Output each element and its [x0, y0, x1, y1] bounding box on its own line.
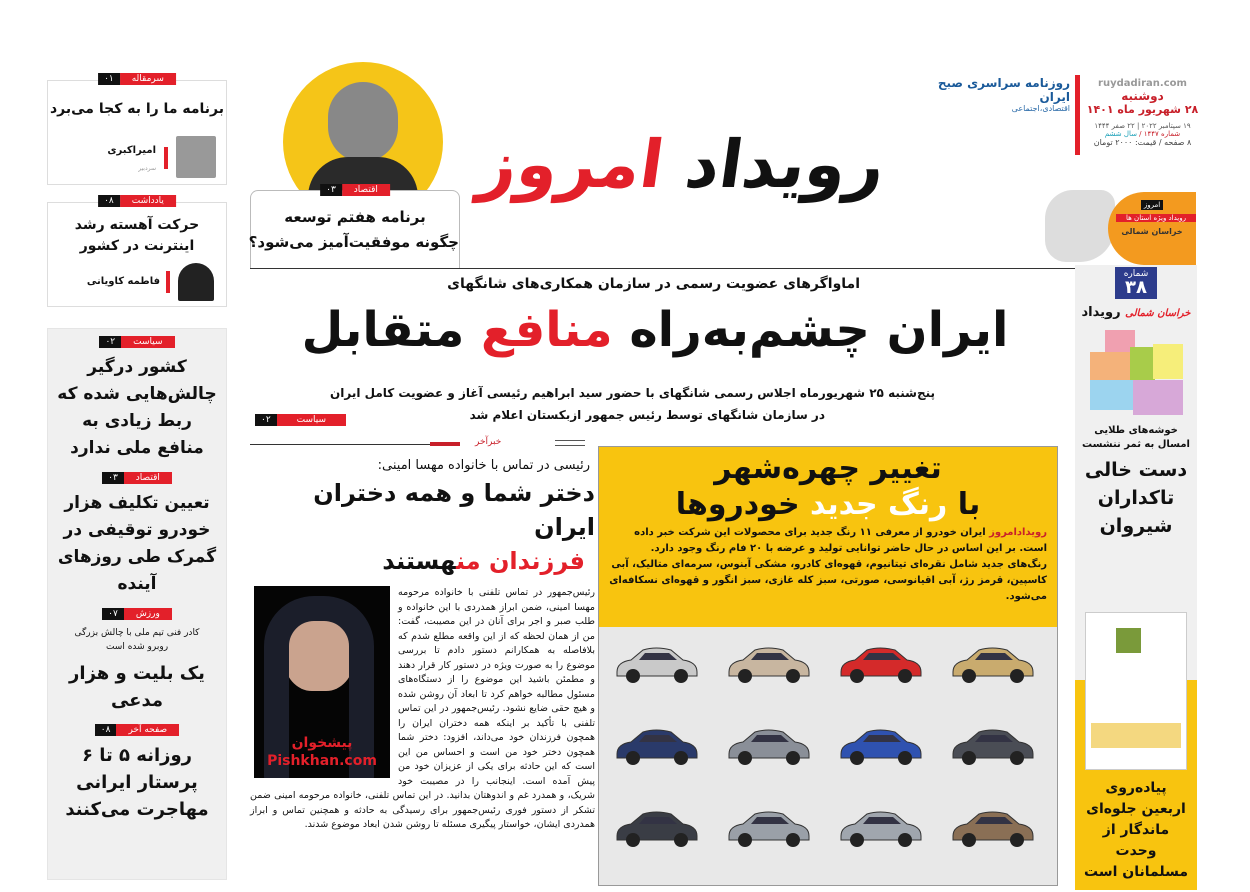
story-headline[interactable]: دختر شما و همه دختران ایران: [313, 479, 595, 541]
rule-lines: [555, 440, 585, 446]
story-body-cont: می‌داند، افزود: دختر شما همچون دختر خود من است و احساس من این است که این حادثه برای یکی از عزیزان خود من پیش آمده است. اینجانب را در مصیبت خود شریک، و همدرد غم و اندوهتان بدانید. در این تماس تلفنی، خانواده مرحومه امینی ضمن تشکر از دستور فوری رئیس‌جمهور برای رسیدگی به حادثه و همچنین تماس و ابراز همدردی ایشان، خواستار پیگیری مسئله تا روشن شدن ابعاد موضوع شدند.: [250, 732, 595, 830]
logo: رویداد امروز: [474, 126, 890, 203]
lead-headline[interactable]: ایران چشم‌به‌راه منافع متقابل: [301, 302, 1009, 358]
car-image: [723, 724, 813, 768]
back-page-box[interactable]: [1075, 600, 1197, 890]
rule: [250, 444, 450, 445]
cars-title-1: تغییر چهره‌شهر: [714, 451, 942, 486]
headline[interactable]: یک بلیت و هزار مدعی: [69, 663, 205, 711]
car-image: [723, 642, 813, 686]
car-grid: [599, 627, 1057, 877]
car-image: [611, 642, 701, 686]
car-image: [723, 806, 813, 850]
author-name: فاطمه کاویانی: [86, 276, 160, 287]
section-tag: صفحه آخر ۰۸: [95, 724, 179, 736]
section-tag: یادداشت ۰۸: [98, 195, 176, 207]
story-headline-2[interactable]: فرزندان منهستند: [382, 547, 585, 575]
briefs-box: [47, 328, 227, 880]
headline[interactable]: کشور درگیر چالش‌هایی شده که ربط زیادی به منافع ملی ندارد: [57, 357, 217, 458]
cars-body: رویدادامروز ایران خودرو از معرفی ۱۱ رنگ جدید برای محصولات این شرکت خبر داده است. بر این اساس در حال حاضر توانایی تولید و عرضه با ۲۰ فام رنگ وجود دارد. رنگ‌های جدید شامل نقره‌ای تیتانیوم، قهوه‌ای کادرو، مشکی آبنوس، سرمه‌ای متالیک، آبی کاسپین، قرمز رژ، آبی اقیانوسی، صورتی، سبز کله غازی، سبز انگور و قهوه‌ای نسکافه‌ای می‌شود.: [609, 527, 1047, 602]
headline: حرکت آهسته رشد اینترنت در کشور: [74, 217, 200, 254]
kicker: کادر فنی تیم ملی با چالش بزرگی روبرو شده است: [74, 628, 200, 652]
section-tag: ورزش ۰۷: [102, 608, 172, 620]
divider: [164, 147, 168, 169]
tagline-block: روزنامه سراسری صبح ایران اقتصادی،اجتماعی: [937, 76, 1070, 113]
back-page-title: پیاده‌روی اربعین جلوه‌ای ماندگار از وحدت مسلمانان است: [1084, 780, 1188, 880]
teaser-title-1: برنامه هفتم توسعه: [284, 208, 426, 226]
section-tag: اقتصاد ۰۳: [102, 472, 172, 484]
story-photo: [254, 586, 390, 778]
author-photo: [176, 136, 216, 178]
section-tag: سیاست ۰۲: [99, 336, 174, 348]
divider: [166, 271, 170, 293]
map-badge[interactable]: امروز رویداد ویژه استان ها خراسان شمالی: [1108, 192, 1196, 265]
rule-accent: [430, 442, 460, 446]
brand: خراسان شمالی رویداد: [1081, 305, 1191, 320]
section-tag: سرمقاله ۰۱: [98, 73, 176, 85]
watermark: پیشخوان Pishkhan.com: [267, 735, 377, 769]
lead-section-tag: سیاست ۰۲: [255, 414, 346, 426]
car-image: [611, 724, 701, 768]
story: [250, 456, 595, 833]
province-map: [1085, 326, 1187, 418]
car-image: [947, 642, 1037, 686]
top-teaser[interactable]: [248, 185, 460, 268]
editorial-box[interactable]: [47, 74, 227, 185]
lead-sub-2: در سازمان شانگهای توسط رئیس جمهور ازبکستان اعلام شد: [469, 408, 825, 422]
author-role: سردبیر: [138, 165, 156, 172]
car-image: [611, 806, 701, 850]
strip-kicker: خوشه‌های طلایی امسال به ثمر ننشست: [1082, 425, 1190, 450]
issue-badge: شماره ۳۸: [1115, 267, 1157, 299]
car-image: [835, 642, 925, 686]
teaser-title-2: چگونه موفقیت‌آمیز می‌شود؟: [248, 233, 459, 251]
story-body: رئیس‌جمهور در تماس تلفنی با خانواده مرحومه مهسا امینی، ضمن ابراز همدردی با این خانواده و طلب صبر و اجر برای آنان در این مصیبت، گفت: من از همان لحظه که از این واقعه مطلع شدم که بلافاصله به همکارانم دستور دادم تا بررسی موضوع را به صورت ویژه در دستور کار قرار دهند و مطمئن باشید این موضوع را از دستگاه‌های مسئول مطالبه خواهم کرد تا ابعاد آن روشن شده و هیچ حقی ضایع نشود. رئیس‌جمهور در این تماس تلفنی با تأکید بر اینکه همه دختران ایران را همچون فرزندان خود: [398, 587, 595, 743]
section-tag: اقتصاد ۰۳: [320, 184, 390, 196]
accent-bar: [1075, 75, 1080, 155]
back-page-thumbnail: [1085, 612, 1187, 770]
car-image: [947, 806, 1037, 850]
right-strip: [1075, 265, 1197, 600]
story-kicker: رئیسی در تماس با خانواده مهسا امینی:: [377, 458, 590, 473]
cars-feature[interactable]: [598, 446, 1058, 886]
car-image: [947, 724, 1037, 768]
lead-sub-1: پنج‌شنبه ۲۵ شهریورماه اجلاس رسمی شانگهای با حضور سید ابراهیم رئیسی آغاز و عضویت کامل ایران: [330, 386, 935, 400]
author-photo: [178, 263, 214, 301]
strip-title[interactable]: دست خالی تاکداران شیروان: [1084, 459, 1188, 537]
lead-subs: [300, 382, 1030, 426]
story-body-wrap: [250, 586, 595, 833]
headline[interactable]: تعیین تکلیف هزار خودرو توقیفی در گمرک طی روزهای آینده: [57, 493, 217, 594]
car-image: [835, 724, 925, 768]
date-block: ruydadiran.com دوشنبه ۲۸ شهریور ماه ۱۴۰۱ ۱۹ سپتامبر ۲۰۲۲ | ۲۲ صفر ۱۴۴۴ شماره ۱۴۴۷ / سال ششم ۸ صفحه / قیمت: ۲۰۰۰ تومان: [1086, 78, 1199, 147]
note-box[interactable]: [47, 196, 227, 307]
lead-kicker: اماواگرهای عضویت رسمی در سازمان همکاری‌های شانگهای: [447, 276, 860, 292]
car-image: [835, 806, 925, 850]
masthead-rule: [250, 268, 1075, 269]
cars-title-2: با رنگ جدید خودروها: [675, 487, 981, 522]
iran-map: [1045, 190, 1115, 262]
headline[interactable]: روزانه ۵ تا ۶ پرستار ایرانی مهاجرت می‌کنند: [65, 745, 209, 820]
author-name: امیراکبری: [107, 145, 156, 156]
section-label: خبرآخر: [475, 437, 502, 447]
headline: برنامه ما را به کجا می‌برد: [49, 101, 224, 117]
